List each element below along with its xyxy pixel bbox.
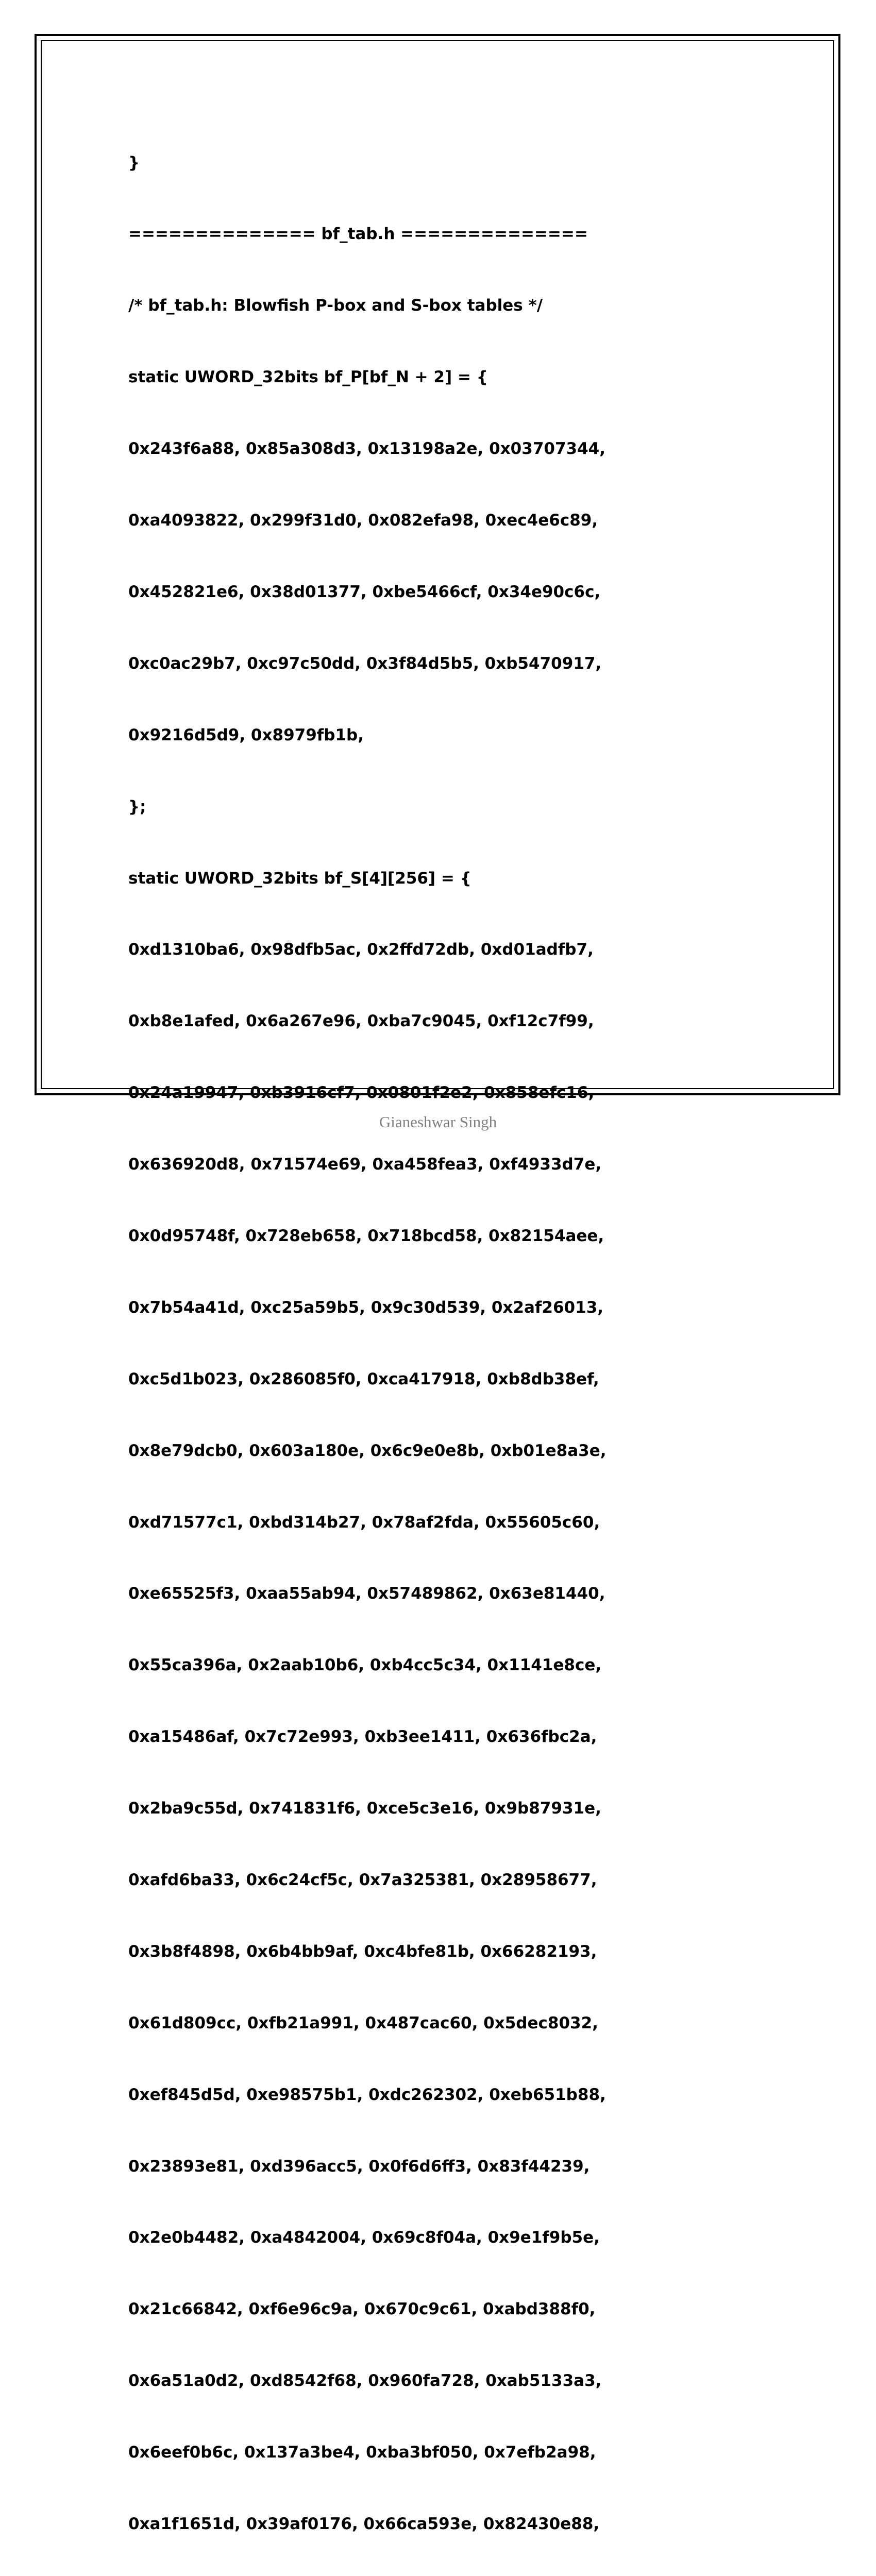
code-line-s-box-values: 0x3b8f4898, 0x6b4bb9af, 0xc4bfe81b, 0x66282193, (128, 1942, 597, 1961)
code-line-s-box-values: 0x7b54a41d, 0xc25a59b5, 0x9c30d539, 0x2af26013, (128, 1298, 604, 1317)
code-line-s-box-values: 0x61d809cc, 0xfb21a991, 0x487cac60, 0x5dec8032, (128, 2013, 598, 2032)
code-line-s-box-values: 0x0d95748f, 0x728eb658, 0x718bcd58, 0x82154aee, (128, 1226, 604, 1245)
code-line-p-box-values: 0x9216d5d9, 0x8979fb1b, (128, 725, 364, 744)
code-listing (128, 103, 798, 2576)
code-line-s-box-values: 0xc5d1b023, 0x286085f0, 0xca417918, 0xb8db38ef, (128, 1369, 599, 1388)
code-line-p-box-declaration: static UWORD_32bits bf_P[bf_N + 2] = { (128, 368, 488, 387)
code-line-p-box-values: 0xa4093822, 0x299f31d0, 0x082efa98, 0xec4e6c89, (128, 511, 598, 530)
code-line-p-box-values: 0xc0ac29b7, 0xc97c50dd, 0x3f84d5b5, 0xb5470917, (128, 654, 602, 673)
code-line-s-box-values: 0x24a19947, 0xb3916cf7, 0x0801f2e2, 0x858efc16, (128, 1083, 595, 1103)
code-line-s-box-values: 0xa1f1651d, 0x39af0176, 0x66ca593e, 0x82430e88, (128, 2514, 600, 2533)
code-line-s-box-values: 0xafd6ba33, 0x6c24cf5c, 0x7a325381, 0x28958677, (128, 1870, 597, 1889)
code-line-s-box-values: 0x21c66842, 0xf6e96c9a, 0x670c9c61, 0xabd388f0, (128, 2300, 596, 2319)
code-line-s-box-values: 0xe65525f3, 0xaa55ab94, 0x57489862, 0x63e81440, (128, 1584, 605, 1603)
code-line-s-box-values: 0x8e79dcb0, 0x603a180e, 0x6c9e0e8b, 0xb01e8a3e, (128, 1441, 607, 1460)
code-line-s-box-values: 0x23893e81, 0xd396acc5, 0x0f6d6ff3, 0x83f44239, (128, 2157, 590, 2176)
code-line-s-box-values: 0x2ba9c55d, 0x741831f6, 0xce5c3e16, 0x9b87931e, (128, 1799, 601, 1818)
code-line-s-box-values: 0x55ca396a, 0x2aab10b6, 0xb4cc5c34, 0x1141e8ce, (128, 1656, 602, 1675)
code-line-s-box-values: 0xef845d5d, 0xe98575b1, 0xdc262302, 0xeb651b88, (128, 2085, 606, 2104)
code-line-s-box-values: 0xb8e1afed, 0x6a267e96, 0xba7c9045, 0xf12c7f99, (128, 1012, 594, 1031)
code-line-p-box-values: 0x243f6a88, 0x85a308d3, 0x13198a2e, 0x03707344, (128, 439, 606, 459)
code-line-s-box-values: 0x6eef0b6c, 0x137a3be4, 0xba3bf050, 0x7efb2a98, (128, 2443, 596, 2462)
code-line-file-header: ============== bf_tab.h ============== (128, 225, 588, 244)
code-line-s-box-values: 0xd1310ba6, 0x98dfb5ac, 0x2ffd72db, 0xd01adfb7, (128, 940, 594, 959)
code-line-s-box-values: 0x2e0b4482, 0xa4842004, 0x69c8f04a, 0x9e1f9b5e, (128, 2228, 600, 2247)
code-line-s-box-values: 0xd71577c1, 0xbd314b27, 0x78af2fda, 0x55605c60, (128, 1513, 600, 1532)
code-line-p-box-values: 0x452821e6, 0x38d01377, 0xbe5466cf, 0x34e90c6c, (128, 582, 601, 601)
code-line-comment: /* bf_tab.h: Blowfish P-box and S-box tables */ (128, 296, 543, 315)
code-line-s-box-values: 0x6a51a0d2, 0xd8542f68, 0x960fa728, 0xab5133a3, (128, 2371, 602, 2391)
footer-author: Gianeshwar Singh (379, 1113, 497, 1131)
code-line-closing-brace: } (128, 153, 140, 172)
code-line-p-box-end: }; (128, 797, 146, 816)
code-line-s-box-declaration: static UWORD_32bits bf_S[4][256] = { (128, 869, 471, 888)
code-line-s-box-values: 0x636920d8, 0x71574e69, 0xa458fea3, 0xf4933d7e, (128, 1155, 602, 1174)
code-line-s-box-values: 0xa15486af, 0x7c72e993, 0xb3ee1411, 0x636fbc2a, (128, 1727, 597, 1747)
